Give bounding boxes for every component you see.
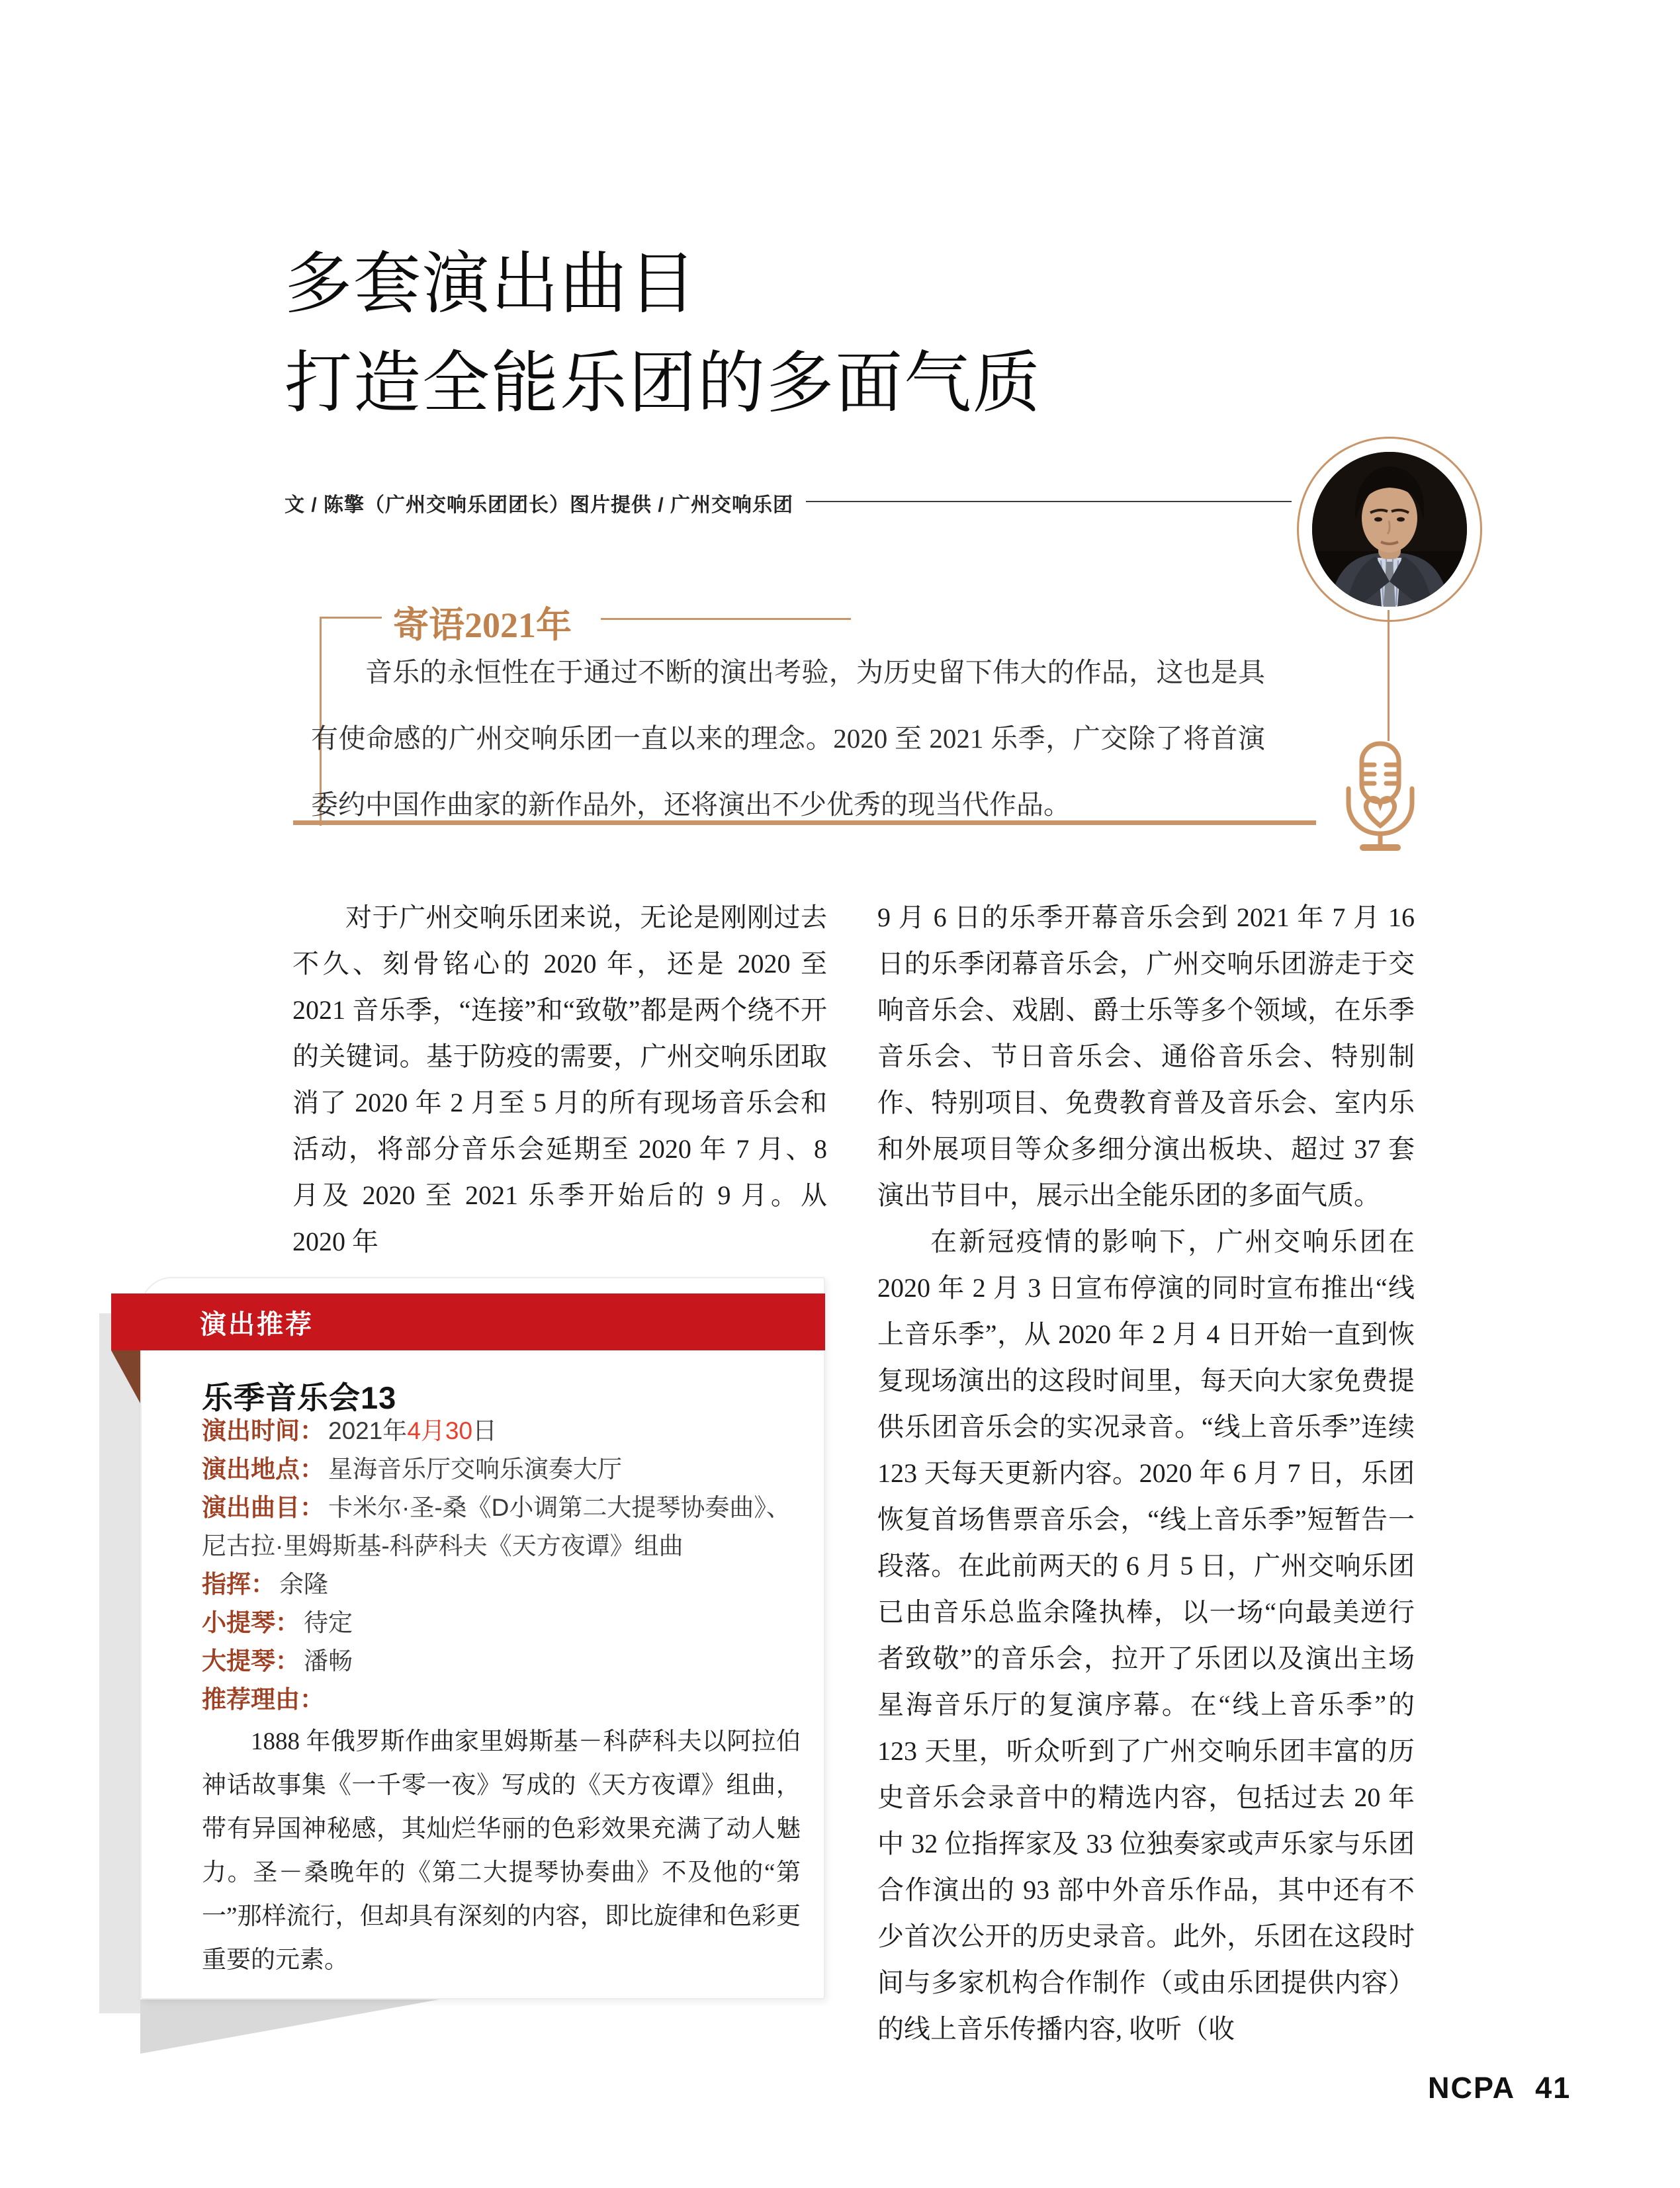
message-corner-rule-top	[320, 617, 382, 619]
field-program-label: 演出曲目：	[202, 1494, 324, 1521]
concert-fields	[202, 1412, 801, 1719]
byline: 文 / 陈擎（广州交响乐团团长）图片提供 / 广州交响乐团	[285, 494, 794, 516]
body-paragraph-2: 在新冠疫情的影响下，广州交响乐团在 2020 年 2 月 3 日宣布停演的同时宣布推出“线上音乐季”，从 2020 年 2 月 4 日开始一直到恢复现场演出的这段时间里，每天向大家免费提供乐团音乐会的实况录音。“线上音乐季”连续 123 天每天更新内容。2020 年 6 月 7 日，乐团恢复首场售票音乐会，“线上音乐季”短暂告一段落。在此前两天的 6 月 5 日，广州交响乐团已由音乐总监余隆执棒，以一场“向最美逆行者致敬”的音乐会，拉开了乐团以及演出主场星海音乐厅的复演序幕。在“线上音乐季”的 123 天里，听众听到了广州交响乐团丰富的历史音乐会录音中的精选内容，包括过去 20 年中 32 位指挥家及 33 位独奏家或声乐家与乐团合作演出的 93 部中外音乐作品，其中还有不少首次公开的历史录音。此外，乐团在这段时间与多家机构合作制作（或由乐团提供内容）的线上音乐传播内容, 收听（收	[877, 1227, 1415, 2044]
footer-page-number: 41	[1535, 2071, 1571, 2105]
field-venue-value: 星海音乐厅交响乐演奏大厅	[328, 1456, 622, 1483]
article-title-line1: 多套演出曲目	[285, 247, 697, 322]
field-time	[202, 1412, 801, 1450]
field-cello-label: 大提琴：	[202, 1647, 300, 1675]
microphone-with-heart-icon	[1342, 740, 1419, 856]
field-violin-label: 小提琴：	[202, 1609, 300, 1636]
footer-brand: NCPA	[1428, 2071, 1516, 2105]
field-time-value: 2021年4月30日	[328, 1417, 498, 1444]
card-bottom-fold	[140, 1999, 439, 2054]
message-quote: 音乐的永恒性在于通过不断的演出考验，为历史留下伟大的作品，这也是具有使命感的广州交响乐团一直以来的理念。2020 至 2021 乐季，广交除了将首演委约中国作曲家的新作品外，还将演出不少优秀的现当代作品。	[311, 657, 1265, 820]
message-heading: 寄语2021年	[393, 605, 572, 645]
field-conductor	[202, 1565, 801, 1604]
article-title-line2: 打造全能乐团的多面气质	[285, 347, 1041, 421]
byline-rule	[806, 501, 1292, 502]
message-heading-rule	[601, 618, 851, 620]
field-cello-value: 潘畅	[304, 1647, 353, 1675]
field-time-label: 演出时间：	[202, 1417, 324, 1444]
concert-title: 乐季音乐会13	[202, 1380, 397, 1415]
body-paragraph-1: 对于广州交响乐团来说，无论是刚刚过去不久、刻骨铭心的 2020 年，还是 2020 至 2021 音乐季，“连接”和“致敬”都是两个绕不开的关键词。基于防疫的需要，广州交响乐团取消了 2020 年 2 月至 5 月的所有现场音乐会和活动，将部分音乐会延期至 2020 年 7 月、8 月及 2020 至 2021 乐季开始后的 9 月。从 2020 年	[292, 902, 827, 1256]
field-violin-value: 待定	[304, 1609, 353, 1636]
field-venue-label: 演出地点：	[202, 1456, 324, 1483]
field-reason-heading	[202, 1681, 801, 1719]
message-bottom-rule	[293, 820, 1316, 825]
field-conductor-label: 指挥：	[202, 1571, 275, 1598]
card-left-gray-strip	[99, 1313, 140, 2013]
recommendation-card	[140, 1277, 825, 1999]
author-portrait-photo	[1312, 452, 1467, 607]
card-header-label: 演出推荐	[200, 1309, 314, 1339]
body-column-right	[877, 895, 1415, 2052]
body-column-left	[292, 895, 827, 1265]
field-venue	[202, 1450, 801, 1489]
field-program	[202, 1489, 801, 1565]
recommendation-reason: 1888 年俄罗斯作曲家里姆斯基－科萨科夫以阿拉伯神话故事集《一千零一夜》写成的《天方夜谭》组曲，带有异国神秘感，其灿烂华丽的色彩效果充满了动人魅力。圣－桑晚年的《第二大提琴协奏曲》不及他的“第一”那样流行，但却具有深刻的内容，即比旋律和色彩更重要的元素。	[202, 1728, 801, 1974]
page-footer	[1428, 2071, 1571, 2105]
portrait-connector-line	[1388, 610, 1390, 741]
card-header-bar	[111, 1293, 825, 1350]
field-conductor-value: 余隆	[279, 1571, 328, 1598]
field-violin	[202, 1604, 801, 1642]
field-reason-label: 推荐理由：	[202, 1686, 324, 1713]
body-paragraph-1-continued: 9 月 6 日的乐季开幕音乐会到 2021 年 7 月 16 日的乐季闭幕音乐会，广州交响乐团游走于交响音乐会、戏剧、爵士乐等多个领域，在乐季音乐会、节日音乐会、通俗音乐会、特别制作、特别项目、免费教育普及音乐会、室内乐和外展项目等众多细分演出板块、超过 37 套演出节目中，展示出全能乐团的多面气质。	[877, 902, 1415, 1210]
field-cello	[202, 1642, 801, 1681]
field-time-highlight: 4月30	[407, 1417, 473, 1444]
field-program-value: 卡米尔·圣-桑《D小调第二大提琴协奏曲》、尼古拉·里姆斯基-科萨科夫《天方夜谭》组曲	[202, 1494, 791, 1559]
